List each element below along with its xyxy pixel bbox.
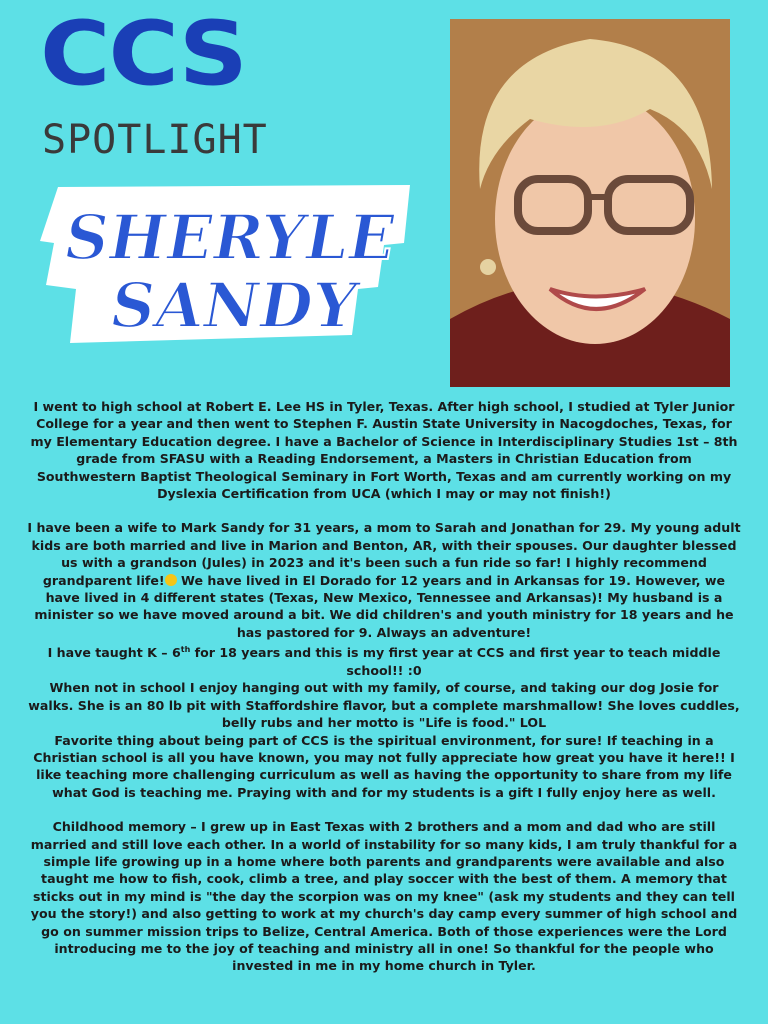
bio-paragraph-favorite: Favorite thing about being part of CCS is the spiritual environment, for sure! If teaching in a Christian school is all you have known, you may not fully appreciate how great you have it here!! I like teaching more challenging curriculum as well as having the opportunity to share from my life what God is teaching me. Praying with and for my students is a gift I fully enjoy here as well. xyxy=(33,732,735,800)
bio-teaching-post: for 18 years and this is my first year at CCS and first year to teach middle school!! :0 xyxy=(190,645,721,678)
smiley-icon xyxy=(165,574,177,586)
name-line1: SHERYLE xyxy=(58,200,407,274)
name-line2: SANDY xyxy=(104,268,365,342)
name-banner-graphic xyxy=(40,185,412,345)
bio-paragraph-childhood: Childhood memory – I grew up in East Texas with 2 brothers and a mom and dad who are still married and still love each other. In a world of instability for so many kids, I am truly thankful for a simple life growing up in a home where both parents and grandparents were available and also taught me how to fish, cook, climb a tree, and play soccer with the best of them. A memory that sticks out in my mind is "the day the scorpion was on my knee" (ask my students and they can tell you the story!) and also getting to work at my church's day camp every summer of high school and go on summer mission trips to Belize, Central America. Both of those experiences were the Lord introducing me to the joy of teaching and ministry all in one! So thankful for the people who invested in me in my home church in Tyler. xyxy=(30,819,738,974)
bio-paragraph-education: I went to high school at Robert E. Lee HS in Tyler, Texas. After high school, I studied at Tyler Junior College for a year and then went to Stephen F. Austin State University in Nacogdoches, Texas, for my Elementary Education degree. I have a Bachelor of Science in Interdisciplinary Studies 1st – 8th grade from SFASU with a Reading Endorsement, a Masters in Christian Education from Southwestern Baptist Theological Seminary in Fort Worth, Texas and am currently working on my Dyslexia Certification from UCA (which I may or may not finish!) xyxy=(30,399,738,502)
bio-teaching-sup: th xyxy=(180,645,191,655)
bio-family-part2: We have lived in El Dorado for 12 years and in Arkansas for 19. However, we have lived in 4 different states (Texas, New Mexico, Tennessee and Arkansas)! My husband is a minister so we have moved around a bit. We did children's and youth ministry for 18 years and he has pastored for 9. Always an adventure! xyxy=(34,572,734,640)
portrait-photo xyxy=(450,19,730,387)
spotlight-subtitle: SPOTLIGHT xyxy=(42,117,268,163)
bio-teaching-pre: I have taught K – 6 xyxy=(47,645,181,661)
bio-paragraph-family xyxy=(26,519,742,641)
bio-paragraph-teaching xyxy=(26,641,742,679)
bio-text xyxy=(26,398,742,975)
portrait-illustration xyxy=(450,19,730,387)
name-banner xyxy=(40,185,412,345)
ccs-logo-title: CCS xyxy=(40,2,246,106)
bio-family-part1: I have been a wife to Mark Sandy for 31 years, a mom to Sarah and Jonathan for 29. My young adult kids are both married and live in Marion and Benton, AR, with their spouses. Our daughter blessed us with a grandson (Jules) in 2023 and it's been such a fun ride so far! I highly recommend grandparent life! xyxy=(27,520,741,588)
bio-paragraph-hobbies: When not in school I enjoy hanging out with my family, of course, and taking our dog Josie for walks. She is an 80 lb pit with Staffordshire flavor, but a complete marshmallow! She loves cuddles, belly rubs and her motto is "Life is food." LOL xyxy=(28,680,740,731)
earring xyxy=(480,259,496,275)
